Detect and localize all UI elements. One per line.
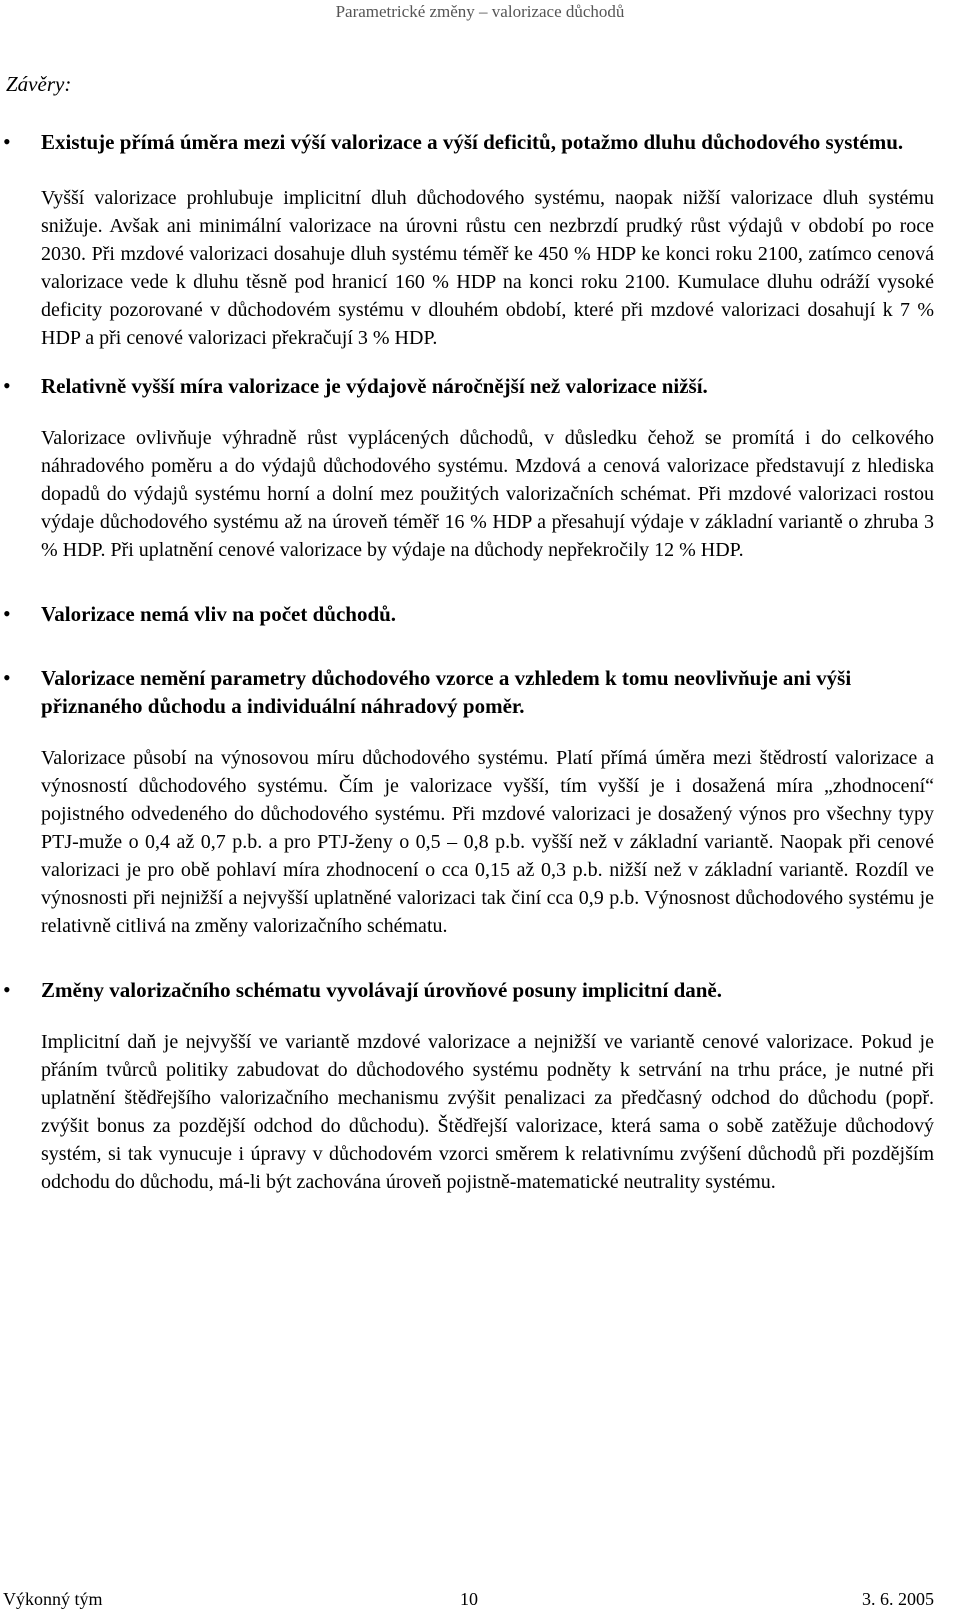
page-footer — [0, 1587, 960, 1611]
paragraph-1: Vyšší valorizace prohlubuje implicitní dluh důchodového systému, naopak nižší valorizace dluh systému snižuje. Avšak ani minimální valorizace na úrovni růstu cen nezbrzdí prudký růst výdajů v období po roce 2030. Při mzdové valorizaci dosahuje dluh systému téměř ke 450 % HDP ke konci roku 2100, zatímco cenová valorizace vede k dluhu těsně pod hranicí 160 % HDP na konci roku 2100. Kumulace dluhu odráží vysoké deficity pozorované v důchodovém systému v dlouhém období, které při mzdové valorizaci dosahují k 7 % HDP a při cenové valorizaci překračují 3 % HDP. — [41, 187, 934, 349]
running-header: Parametrické změny – valorizace důchodů — [335, 2, 625, 21]
bullet-heading-4: • Valorizace nemění parametry důchodového vzorce a vzhledem k tomu neovlivňuje ani výši přiznaného důchodu a individuální náhradový poměr. — [0, 664, 934, 720]
bullet-heading-1: • Existuje přímá úměra mezi výší valorizace a výší deficitů, potažmo dluhu důchodového systému. — [0, 128, 934, 156]
document-body — [0, 128, 960, 1196]
bullet-heading-5: • Změny valorizačního schématu vyvolávají úrovňové posuny implicitní daně. — [0, 976, 934, 1004]
paragraph-4: Valorizace působí na výnosovou míru důchodového systému. Platí přímá úměra mezi štědrostí valorizace a výnosností důchodového systému. Čím je valorizace vyšší, tím vyšší je i dosažená míra „zhodnocení“ pojistného odvedeného do důchodového systému. Při mzdové valorizaci je dosažený výnos pro všechny typy PTJ-muže o 0,4 až 0,7 p.b. a pro PTJ-ženy o 0,5 – 0,8 p.b. vyšší než v základní variantě. Naopak při cenové valorizaci je pro obě pohlaví míra zhodnocení o cca 0,15 až 0,3 p.b. nižší než v základní variantě. Rozdíl ve výnosnosti při nejnižší a nejvyšší uplatněné valorizaci tak činí cca 0,9 p.b. Výnosnost důchodového systému je relativně citlivá na změny valorizačního schématu. — [41, 747, 934, 937]
paragraph-5: Implicitní daň je nejvyšší ve variantě mzdové valorizace a nejnižší ve variantě cenové valorizace. Pokud je přáním tvůrců politiky zabudovat do důchodového systému podněty k setrvání na trhu práce, je nutné při uplatnění štědřejšího valorizačního mechanismu zvýšit penalizaci za předčasný odchod do důchodu (popř. zvýšit bonus za pozdější odchod do důchodu). Štědřejší valorizace, která sama o sobě zatěžuje důchodový systém, si tak vynucuje i úpravy v důchodovém vzorci směrem k relativnímu zvýšení důchodů při pozdějším odchodu do důchodu, má-li být zachována úroveň pojistně-matematické neutrality systému. — [41, 1031, 934, 1193]
footer-date: 3. 6. 2005 — [862, 1589, 934, 1609]
bullet-heading-3: • Valorizace nemá vliv na počet důchodů. — [0, 600, 934, 628]
footer-team: Výkonný tým — [3, 1589, 103, 1609]
footer-page-number: 10 — [460, 1589, 478, 1609]
page-title: Závěry: — [6, 72, 72, 96]
paragraph-2: Valorizace ovlivňuje výhradně růst vyplácených důchodů, v důsledku čehož se promítá i do celkového náhradového poměru a do výdajů důchodového systému. Mzdová a cenová valorizace představují z hlediska dopadů do výdajů systému horní a dolní mez použitých valorizačních schémat. Při mzdové valorizaci rostou výdaje důchodového systému až na úroveň téměř 16 % HDP a přesahují výdaje v základní variantě o zhruba 3 % HDP. Při uplatnění cenové valorizace by výdaje na důchody nepřekročily 12 % HDP. — [41, 427, 934, 561]
bullet-heading-2: • Relativně vyšší míra valorizace je výdajově náročnější než valorizace nižší. — [0, 372, 934, 400]
